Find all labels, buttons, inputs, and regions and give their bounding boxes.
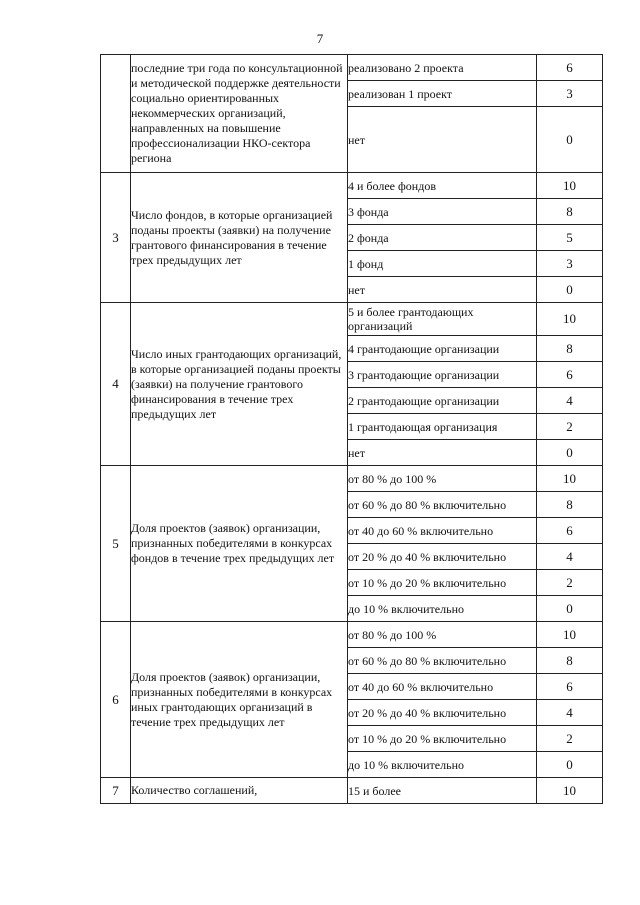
row-number: 4 <box>101 303 131 466</box>
option-label: 2 фонда <box>348 225 537 251</box>
option-label: нет <box>348 277 537 303</box>
option-label: от 40 до 60 % включительно <box>348 518 537 544</box>
option-label: от 20 % до 40 % включительно <box>348 544 537 570</box>
option-label: нет <box>348 107 537 173</box>
criterion-text: последние три года по консультационной и методической поддержке деятельности социально ориентированных некоммерческих организаций, направленных на повышение профессионализации НКО-сектора региона <box>131 55 348 173</box>
criterion-text: Число фондов, в которые организацией поданы проекты (заявки) на получение грантового финансирования в течение трех предыдущих лет <box>131 173 348 303</box>
option-label: от 60 % до 80 % включительно <box>348 648 537 674</box>
table-row <box>101 173 603 199</box>
row-number: 3 <box>101 173 131 303</box>
option-label: до 10 % включительно <box>348 752 537 778</box>
option-points: 3 <box>537 251 603 277</box>
option-label: 5 и более грантодающих организаций <box>348 303 537 336</box>
option-label: от 10 % до 20 % включительно <box>348 570 537 596</box>
option-points: 10 <box>537 778 603 804</box>
option-label: 4 и более фондов <box>348 173 537 199</box>
option-label: реализовано 2 проекта <box>348 55 537 81</box>
option-points: 2 <box>537 570 603 596</box>
row-number: 5 <box>101 466 131 622</box>
option-label: от 80 % до 100 % <box>348 622 537 648</box>
table-row <box>101 622 603 648</box>
row-number: 6 <box>101 622 131 778</box>
row-number: 7 <box>101 778 131 804</box>
option-points: 0 <box>537 277 603 303</box>
option-points: 8 <box>537 648 603 674</box>
option-label: 1 фонд <box>348 251 537 277</box>
option-points: 4 <box>537 388 603 414</box>
option-points: 8 <box>537 199 603 225</box>
option-points: 2 <box>537 726 603 752</box>
option-label: от 80 % до 100 % <box>348 466 537 492</box>
criterion-text: Доля проектов (заявок) организации, признанных победителями в конкурсах иных грантодающих организаций в течение трех предыдущих лет <box>131 622 348 778</box>
criterion-text: Число иных грантодающих организаций, в которые организацией поданы проекты (заявки) на получение грантового финансирования в течение трех предыдущих лет <box>131 303 348 466</box>
option-points: 10 <box>537 173 603 199</box>
option-points: 0 <box>537 440 603 466</box>
option-points: 8 <box>537 492 603 518</box>
option-label: от 20 % до 40 % включительно <box>348 700 537 726</box>
option-points: 10 <box>537 303 603 336</box>
option-points: 4 <box>537 544 603 570</box>
table-row <box>101 303 603 336</box>
option-points: 8 <box>537 336 603 362</box>
option-label: 1 грантодающая организация <box>348 414 537 440</box>
option-label: 2 грантодающие организации <box>348 388 537 414</box>
option-label: от 40 до 60 % включительно <box>348 674 537 700</box>
option-points: 6 <box>537 362 603 388</box>
table-row <box>101 778 603 804</box>
option-points: 4 <box>537 700 603 726</box>
option-points: 3 <box>537 81 603 107</box>
option-label: 4 грантодающие организации <box>348 336 537 362</box>
criteria-table <box>100 54 603 804</box>
option-points: 10 <box>537 466 603 492</box>
option-label: от 60 % до 80 % включительно <box>348 492 537 518</box>
option-points: 0 <box>537 596 603 622</box>
criterion-text: Количество соглашений, <box>131 778 348 804</box>
option-points: 6 <box>537 518 603 544</box>
option-points: 2 <box>537 414 603 440</box>
option-label: нет <box>348 440 537 466</box>
option-label: 15 и более <box>348 778 537 804</box>
option-points: 0 <box>537 752 603 778</box>
option-label: 3 фонда <box>348 199 537 225</box>
row-number <box>101 55 131 173</box>
page-number: 7 <box>316 31 324 46</box>
table-row <box>101 466 603 492</box>
table-row <box>101 55 603 81</box>
option-points: 0 <box>537 107 603 173</box>
option-points: 10 <box>537 622 603 648</box>
option-label: реализован 1 проект <box>348 81 537 107</box>
option-label: до 10 % включительно <box>348 596 537 622</box>
option-points: 6 <box>537 55 603 81</box>
option-points: 5 <box>537 225 603 251</box>
option-label: 3 грантодающие организации <box>348 362 537 388</box>
option-label: от 10 % до 20 % включительно <box>348 726 537 752</box>
criterion-text: Доля проектов (заявок) организации, признанных победителями в конкурсах фондов в течение трех предыдущих лет <box>131 466 348 622</box>
option-points: 6 <box>537 674 603 700</box>
